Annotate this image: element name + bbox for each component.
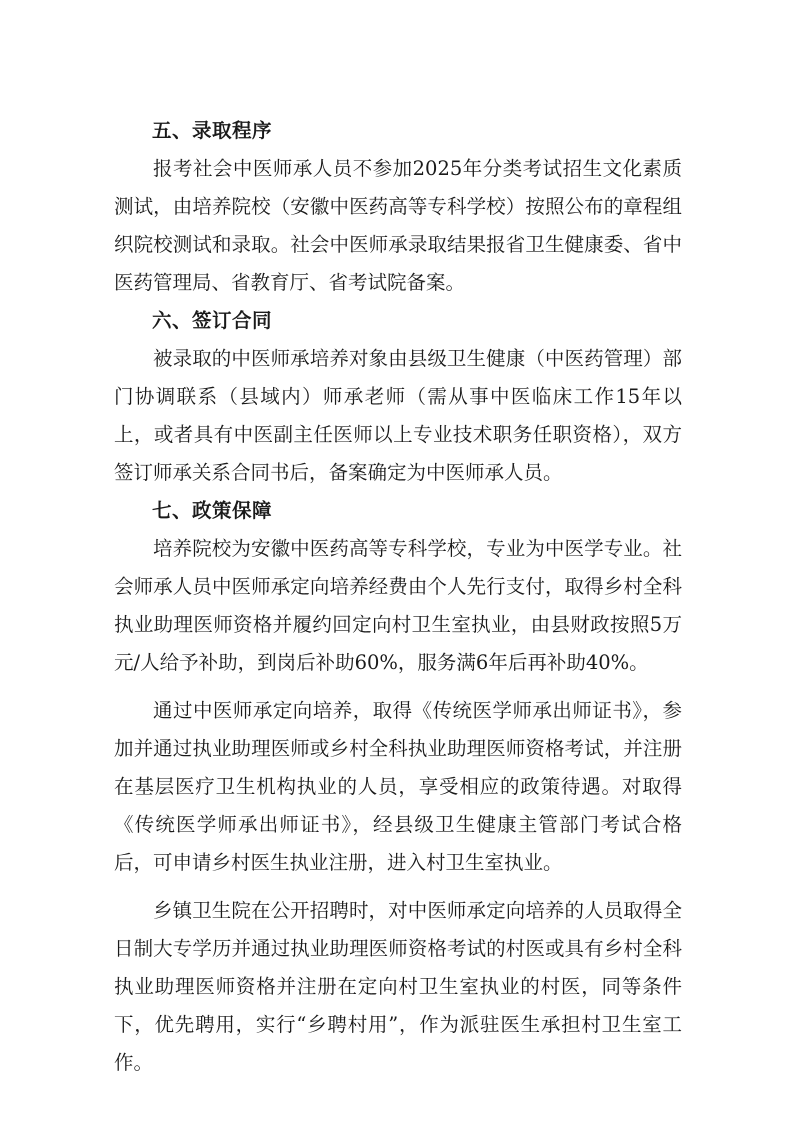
section-heading-policy: 七、政策保障 [152,499,273,522]
paragraph-policy-funding: 培养院校为安徽中医药高等专科学校，专业为中医学专业。社会师承人员中医师承定向培养经费由个人先行支付，取得乡村全科执业助理医师资格并履约回定向村卫生室执业，由县财政按照5万元/人给予补助，到岗后补助60%，服务满6年后再补助40%。 [114,537,682,674]
document-body [114,112,682,1082]
section-heading-admission: 五、录取程序 [152,119,273,142]
paragraph-contract: 被录取的中医师承培养对象由县级卫生健康（中医药管理）部门协调联系（县域内）师承老师（需从事中医临床工作15年以上，或者具有中医副主任医师以上专业技术职务任职资格），双方签订师承关系合同书后，备案确定为中医师承人员。 [114,347,682,484]
paragraph-spacer [114,882,682,892]
paragraph-spacer [114,682,682,692]
paragraph-admission: 报考社会中医师承人员不参加2025年分类考试招生文化素质测试，由培养院校（安徽中医药高等专科学校）按照公布的章程组织院校测试和录取。社会中医师承录取结果报省卫生健康委、省中医药管理局、省教育厅、省考试院备案。 [114,157,682,294]
section-heading-contract: 六、签订合同 [152,309,273,332]
paragraph-policy-recruitment: 乡镇卫生院在公开招聘时，对中医师承定向培养的人员取得全日制大专学历并通过执业助理医师资格考试的村医或具有乡村全科执业助理医师资格并注册在定向村卫生室执业的村医，同等条件下，优先聘用，实行“乡聘村用”，作为派驻医生承担村卫生室工作。 [114,899,682,1074]
paragraph-policy-certificate: 通过中医师承定向培养，取得《传统医学师承出师证书》，参加并通过执业助理医师或乡村全科执业助理医师资格考试，并注册在基层医疗卫生机构执业的人员，享受相应的政策待遇。对取得《传统医学师承出师证书》，经县级卫生健康主管部门考试合格后，可申请乡村医生执业注册，进入村卫生室执业。 [114,699,682,874]
